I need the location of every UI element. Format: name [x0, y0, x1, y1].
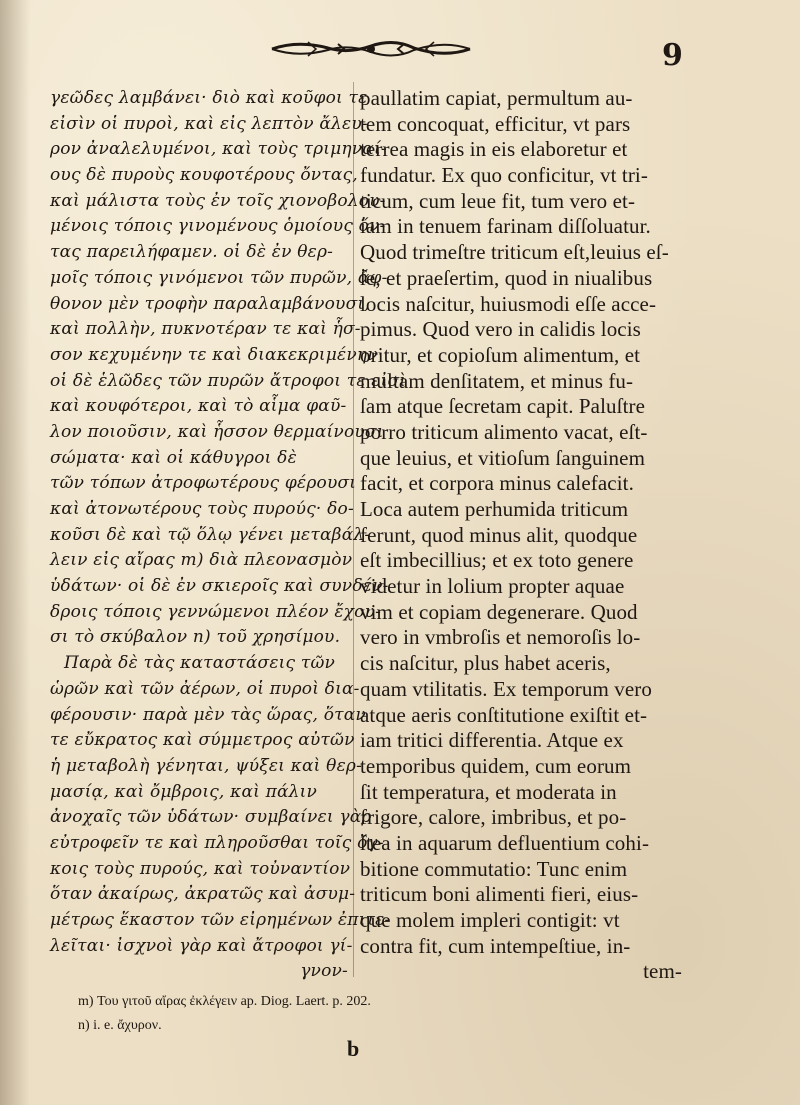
latin-line: atque aeris conſtitutione exiſtit et-: [360, 702, 648, 727]
greek-line: ὑδάτων· οἱ δὲ ἐν σκιεροῖς καὶ συνδέν-: [50, 576, 389, 597]
greek-line: μέτρως ἕκαστον τῶν εἰρημένων ἐπιτε-: [50, 910, 391, 930]
latin-line: videtur in lolium propter aquae: [360, 574, 625, 599]
greek-line: θονον μὲν τροφὴν παραλαμβάνουσι,: [50, 293, 370, 314]
latin-line: frigore, calore, imbribus, et po-: [360, 805, 627, 830]
greek-line: ὅταν ἀκαίρως, ἀκρατῶς καὶ ἀσυμ-: [50, 884, 356, 905]
greek-line: ρον ἀναλελυμένοι, καὶ τοὺς τριμηναί-: [50, 139, 387, 160]
latin-line: ſe, et praeſertim, quod in niualibus: [360, 265, 653, 290]
latin-line: tem concoquat, efficitur, vt pars: [360, 111, 631, 136]
signature-mark: b: [347, 1036, 360, 1061]
latin-line: que leuius, et vitioſum ſanguinem: [360, 445, 646, 470]
header-ornament: [268, 36, 474, 62]
latin-line: multam denſitatem, et minus fu-: [360, 368, 634, 393]
latin-line: iam tritici differentia. Atque ex: [360, 728, 624, 753]
greek-line: ὡρῶν καὶ τῶν ἀέρων, οἱ πυροὶ δια-: [50, 678, 360, 699]
latin-line: bitione commutatio: Tunc enim: [360, 856, 628, 881]
greek-line: καὶ κουφότεροι, καὶ τὸ αἷμα φαῦ-: [50, 396, 347, 417]
latin-line: fundatur. Ex quo conficitur, vt tri-: [360, 163, 648, 188]
footnotes: [78, 990, 638, 1038]
greek-line: κοῦσι δὲ καὶ τῷ ὅλῳ γένει μεταβάλ-: [50, 524, 371, 545]
latin-line: tem-: [643, 959, 682, 984]
greek-line: ους δὲ πυροὺς κουφοτέρους ὄντας,: [50, 165, 358, 186]
page-number: 9: [662, 38, 683, 73]
latin-line: vim et copiam degenerare. Quod: [360, 599, 638, 624]
greek-line: σώματα· καὶ οἱ κάθυγροι δὲ: [50, 447, 297, 468]
greek-line: γεῶδες λαμβάνει· διὸ καὶ κοῦφοι τε: [50, 88, 368, 108]
greek-line: μασίᾳ, καὶ ὄμβροις, καὶ πάλιν: [50, 781, 318, 802]
greek-line: μένοις τόποις γινομένους ὁμοίους ὄν-: [50, 216, 386, 237]
latin-line: triticum boni alimenti fieri, eius-: [360, 882, 639, 907]
latin-line: terrea magis in eis elaboretur et: [360, 137, 628, 162]
greek-line: λεῖται· ἰσχνοὶ γὰρ καὶ ἄτροφοι γί-: [50, 935, 353, 956]
greek-line: δροις τόποις γεννώμενοι πλέον ἔχου-: [50, 601, 382, 622]
greek-line: γνον-: [300, 961, 348, 982]
latin-line: iam in tenuem farinam diſſoluatur.: [360, 214, 651, 239]
greek-line: εὐτροφεῖν τε καὶ πληροῦσθαι τοῖς ὄγ-: [50, 832, 384, 853]
latin-line: pimus. Quod vero in calidis locis: [360, 317, 641, 342]
greek-line: καὶ πολλὴν, πυκνοτέραν τε καὶ ἧσ-: [50, 319, 361, 340]
latin-line: cis naſcitur, plus habet aceris,: [360, 651, 611, 676]
latin-text-column: [360, 86, 682, 985]
greek-line: κοις τοὺς πυρούς, καὶ τοὐναντίον: [50, 858, 351, 879]
latin-line: Loca autem perhumida triticum: [360, 497, 629, 521]
greek-line: εἰσὶν οἱ πυροὶ, καὶ εἰς λεπτὸν ἄλευ-: [50, 113, 368, 134]
greek-line: μοῖς τόποις γινόμενοι τῶν πυρῶν, ἄφ-: [50, 267, 388, 288]
greek-line: καὶ ἀτονωτέρους τοὺς πυρούς· δο-: [50, 499, 354, 519]
latin-line: locis naſcitur, huiusmodi eſſe acce-: [360, 291, 657, 316]
greek-text-column: [50, 86, 407, 985]
greek-line: λον ποιοῦσιν, καὶ ἧσσον θερμαίνουσι: [50, 421, 384, 442]
latin-line: vero in vmbroſis et nemoroſis lo-: [360, 625, 641, 650]
latin-line: ſit temperatura, et moderata in: [360, 779, 617, 804]
greek-line: τῶν τόπων ἀτροφωτέρους φέρουσι: [50, 473, 357, 494]
greek-line: ἡ μεταβολὴ γένηται, ψύξει καὶ θερ-: [50, 755, 363, 776]
greek-line: λειν εἰς αἴρας m) διὰ πλεονασμὸν: [50, 550, 353, 571]
footnote-n: n) i. e. ἄχυρον.: [78, 1018, 162, 1033]
greek-line: καὶ μάλιστα τοὺς ἐν τοῖς χιονοβολου-: [50, 190, 386, 211]
greek-line: φέρουσιν· παρὰ μὲν τὰς ὥρας, ὅταν: [50, 704, 366, 725]
latin-line: paullatim capiat, permultum au-: [360, 86, 633, 110]
latin-line: ſam atque ſecretam capit. Paluſtre: [360, 394, 646, 419]
latin-line: ticum, cum leue fit, tum vero et-: [360, 188, 636, 213]
footnote-m: m) Του γιτοῦ αἴρας ἐκλέγειν ap. Diog. Laert. p. 202.: [78, 994, 371, 1009]
latin-line: ſtea in aquarum defluentium cohi-: [360, 830, 650, 855]
greek-line: ἀνοχαῖς τῶν ὑδάτων· συμβαίνει γὰρ: [50, 807, 372, 828]
latin-line: que molem impleri contigit: vt: [360, 908, 620, 932]
latin-line: porro triticum alimento vacat, eſt-: [360, 419, 648, 444]
latin-line: quam vtilitatis. Ex temporum vero: [360, 676, 652, 701]
greek-line: τε εὔκρατος καὶ σύμμετρος αὐτῶν: [50, 730, 355, 751]
gutter-shadow: [0, 0, 30, 1105]
latin-line: temporibus quidem, cum eorum: [360, 753, 632, 778]
latin-line: Quod trimeſtre triticum eſt,leuius eſ-: [360, 240, 669, 265]
greek-line: οἱ δὲ ἑλῶδες τῶν πυρῶν ἄτροφοι τε εἰσὶ: [50, 370, 407, 391]
greek-line: Παρὰ δὲ τὰς καταστάσεις τῶν: [64, 653, 336, 674]
latin-line: ferunt, quod minus alit, quodque: [360, 522, 638, 547]
greek-line: τας παρειλήφαμεν. οἱ δὲ ἐν θερ-: [50, 242, 334, 263]
greek-line: σι τὸ σκύβαλον n) τοῦ χρησίμου.: [50, 627, 341, 648]
greek-line: σον κεχυμένην τε καὶ διακεκριμένην·: [50, 344, 384, 365]
latin-line: contra fit, cum intempeſtiue, in-: [360, 933, 631, 958]
latin-line: eſt imbecillius; et ex toto genere: [360, 548, 634, 573]
latin-line: facit, et corpora minus calefacit.: [360, 471, 634, 496]
latin-line: oritur, et copioſum alimentum, et: [360, 342, 641, 367]
